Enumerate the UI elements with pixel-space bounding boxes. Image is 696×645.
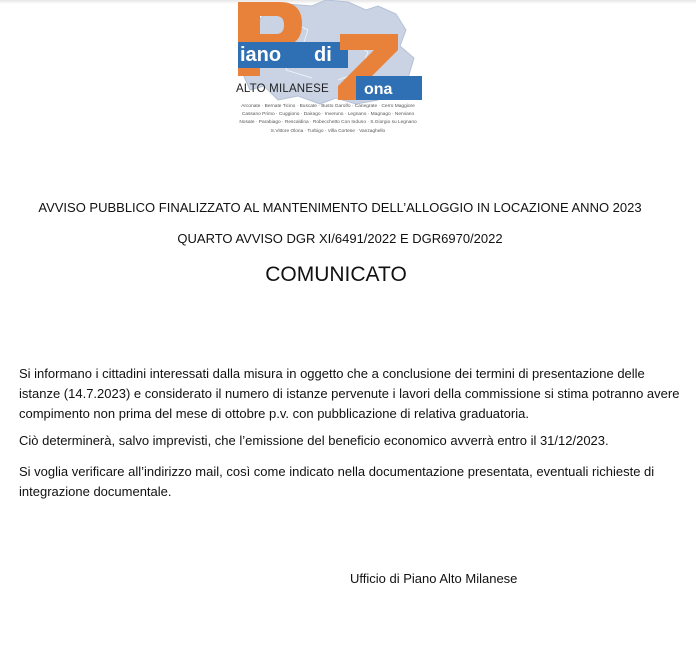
municipalities-line: S.Vittore Olona · Turbigo · Villa Cortese · Vanzaghello xyxy=(270,128,386,134)
municipalities-list xyxy=(230,103,426,136)
logo-subtitle: ALTO MILANESE xyxy=(236,83,329,95)
document-title: COMUNICATO xyxy=(265,263,407,286)
body-paragraph-3: Si voglia verificare all’indirizzo mail, così come indicato nella documentazione presentata, eventuali richieste di integrazione documentale. xyxy=(19,464,655,499)
logo-word-piano: iano xyxy=(240,44,282,66)
notice-subheading: QUARTO AVVISO DGR XI/6491/2022 E DGR6970/2022 xyxy=(177,231,503,246)
piano-di-zona-logo xyxy=(228,0,428,145)
body-paragraph-2: Ciò determinerà, salvo imprevisti, che l’emissione del beneficio economico avverrà entro il 31/12/2023. xyxy=(19,433,609,448)
municipalities-line: Nosate · Parabiago · Rescaldina · Robecchetto Con Induno · S.Giorgio su Legnano xyxy=(239,120,417,126)
municipalities-line: Cassano Primo · Cuggiono · Dairago · Inveruno · Legnano · Magnago · Nerviano xyxy=(241,112,415,118)
signature: Ufficio di Piano Alto Milanese xyxy=(350,571,518,586)
notice-heading: AVVISO PUBBLICO FINALIZZATO AL MANTENIMENTO DELL’ALLOGGIO IN LOCAZIONE ANNO 2023 xyxy=(38,200,642,215)
logo-word-ona: ona xyxy=(364,81,393,98)
body-paragraph-1: Si informano i cittadini interessati dalla misura in oggetto che a conclusione dei termini di presentazione delle istanze (14.7.2023) e considerato il numero di istanze pervenute i lavori della commissione si stima potranno avere compimento non prima del mese di ottobre p.v. con pubblicazione di relativa graduatoria. xyxy=(19,366,680,421)
logo-word-di: di xyxy=(314,44,332,66)
municipalities-line: Arconate · Bernate Ticino · Buscate · Busto Garolfo · Canegrate · Cerro Maggiore xyxy=(241,104,415,109)
